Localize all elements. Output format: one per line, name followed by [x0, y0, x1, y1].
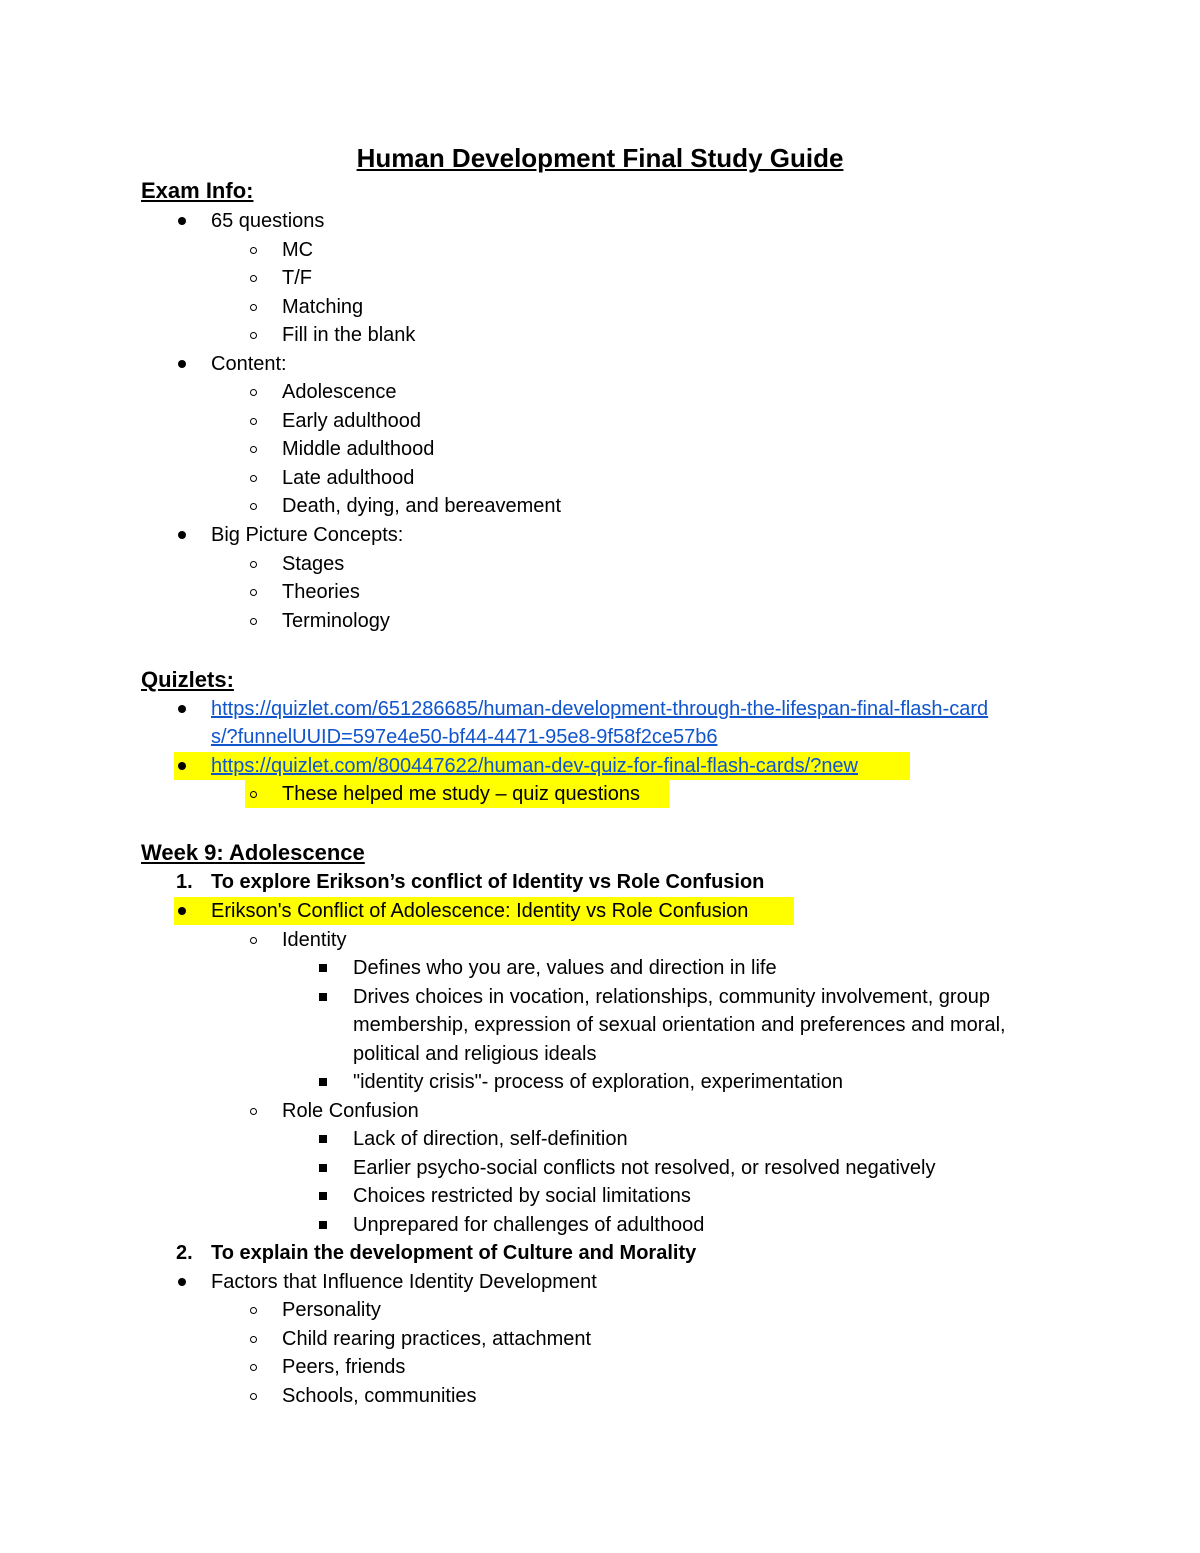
factor-item: Peers, friends	[282, 1356, 406, 1378]
question-type: T/F	[282, 267, 312, 289]
bullet-ring	[246, 236, 260, 264]
bullet-dot	[175, 1268, 189, 1296]
identity-item: Defines who you are, values and direction in life	[353, 957, 777, 979]
content-item: Adolescence	[282, 381, 397, 403]
question-type: MC	[282, 239, 314, 261]
identity-item-continued: political and religious ideals	[353, 1043, 597, 1065]
bullet-ring	[246, 464, 260, 492]
bullet-ring	[246, 578, 260, 606]
objective-1: To explore Erikson’s conflict of Identity vs Role Confusion	[211, 871, 765, 893]
bullet-ring	[246, 264, 260, 292]
bullet-ring	[246, 1325, 260, 1353]
factor-item: Child rearing practices, attachment	[282, 1328, 592, 1350]
bullet-square	[316, 1182, 330, 1210]
bullet-dot	[175, 207, 189, 235]
bullet-square	[316, 983, 330, 1011]
role-confusion-label: Role Confusion	[282, 1100, 419, 1122]
bullet-ring	[246, 1353, 260, 1381]
bullet-ring	[246, 435, 260, 463]
content-label: Content:	[211, 353, 287, 375]
objective-number: 1.	[176, 871, 193, 893]
factors-label: Factors that Influence Identity Development	[211, 1271, 597, 1293]
bullet-ring	[246, 378, 260, 406]
bullet-ring	[246, 1382, 260, 1410]
content-item: Death, dying, and bereavement	[282, 495, 562, 517]
exam-info-heading: Exam Info:	[141, 178, 254, 203]
bullet-square	[316, 1068, 330, 1096]
bullet-ring	[246, 780, 260, 808]
bullet-ring	[246, 1296, 260, 1324]
bullet-ring	[246, 321, 260, 349]
bullet-ring	[246, 926, 260, 954]
quizlet-link-1[interactable]: https://quizlet.com/651286685/human-development-through-the-lifespan-final-flash-card	[211, 698, 989, 720]
bullet-square	[316, 954, 330, 982]
big-picture-item: Theories	[282, 581, 360, 603]
objective-number: 2.	[176, 1242, 193, 1264]
quizlet-link-2[interactable]: https://quizlet.com/800447622/human-dev-quiz-for-final-flash-cards/?new	[211, 755, 859, 777]
big-picture-label: Big Picture Concepts:	[211, 524, 404, 546]
bullet-dot	[175, 350, 189, 378]
bullet-ring	[246, 1097, 260, 1125]
role-item: Lack of direction, self-definition	[353, 1128, 628, 1150]
bullet-dot	[175, 897, 189, 925]
erikson-conflict: Erikson's Conflict of Adolescence: Identity vs Role Confusion	[211, 900, 749, 922]
identity-label: Identity	[282, 929, 347, 951]
bullet-ring	[246, 407, 260, 435]
big-picture-item: Stages	[282, 553, 345, 575]
identity-item: "identity crisis"- process of exploration, experimentation	[353, 1071, 843, 1093]
bullet-square	[316, 1125, 330, 1153]
role-item: Unprepared for challenges of adulthood	[353, 1214, 705, 1236]
quizlets-heading: Quizlets:	[141, 667, 234, 692]
identity-item-continued: membership, expression of sexual orientation and preferences and moral,	[353, 1014, 1006, 1036]
questions-count: 65 questions	[211, 210, 325, 232]
role-item: Earlier psycho-social conflicts not resolved, or resolved negatively	[353, 1157, 936, 1179]
week9-heading: Week 9: Adolescence	[141, 840, 365, 865]
content-item: Early adulthood	[282, 410, 421, 432]
question-type: Matching	[282, 296, 364, 318]
objective-2: To explain the development of Culture and Morality	[211, 1242, 697, 1264]
factor-item: Schools, communities	[282, 1385, 477, 1407]
role-item: Choices restricted by social limitations	[353, 1185, 691, 1207]
factor-item: Personality	[282, 1299, 381, 1321]
content-item: Late adulthood	[282, 467, 415, 489]
quizlet-link-1-continued[interactable]: s/?funnelUUID=597e4e50-bf44-4471-95e8-9f58f2ce57b6	[211, 726, 718, 748]
bullet-ring	[246, 492, 260, 520]
bullet-ring	[246, 293, 260, 321]
bullet-dot	[175, 521, 189, 549]
bullet-dot	[175, 752, 189, 780]
quizlet-note: These helped me study – quiz questions	[282, 783, 640, 805]
document-title: Human Development Final Study Guide	[356, 143, 844, 173]
question-type: Fill in the blank	[282, 324, 416, 346]
content-item: Middle adulthood	[282, 438, 435, 460]
bullet-ring	[246, 550, 260, 578]
big-picture-item: Terminology	[282, 610, 390, 632]
bullet-square	[316, 1154, 330, 1182]
bullet-dot	[175, 695, 189, 723]
identity-item: Drives choices in vocation, relationships, community involvement, group	[353, 986, 990, 1008]
bullet-ring	[246, 607, 260, 635]
bullet-square	[316, 1211, 330, 1239]
